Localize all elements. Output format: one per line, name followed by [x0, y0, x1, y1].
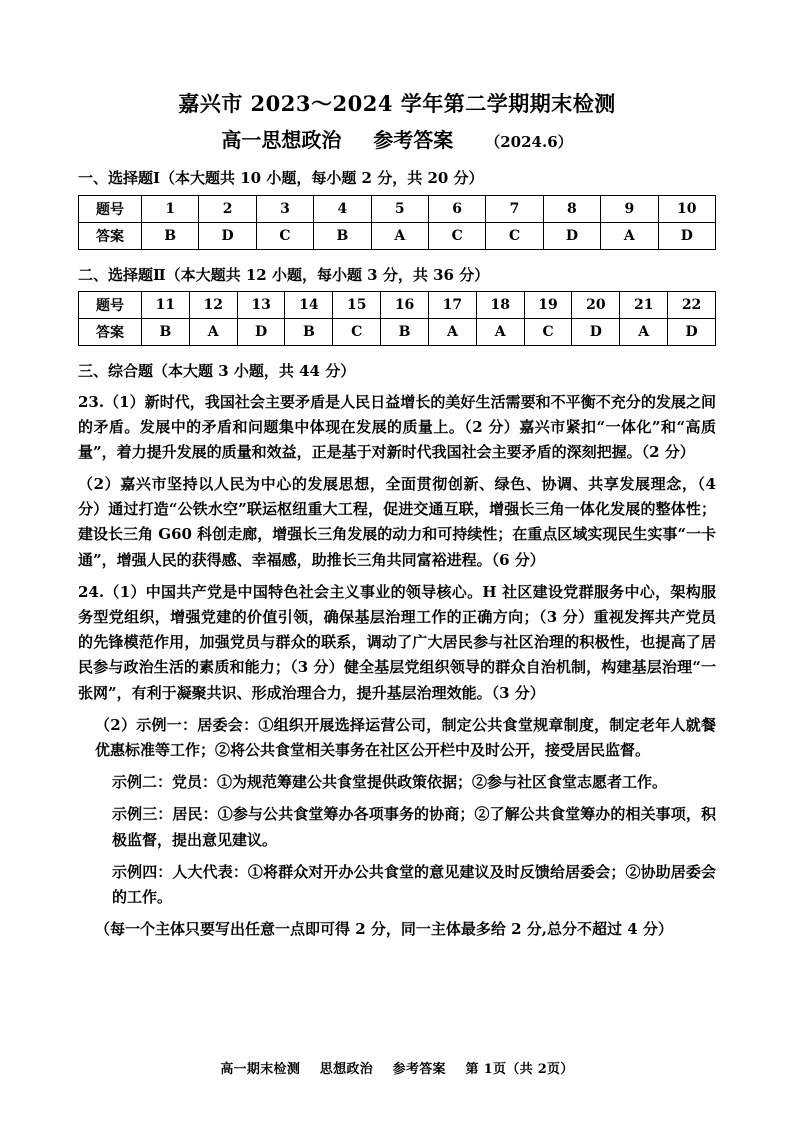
table-row [79, 222, 716, 249]
question-number-cell: 12 [189, 292, 237, 319]
answer-table-section-1 [78, 195, 716, 250]
answer-cell: D [199, 222, 256, 249]
answer-23-part-2: （2）嘉兴市坚持以人民为中心的发展思想，全面贯彻创新、绿色、协调、共享发展理念，（4 分）通过打造“公铁水空”联运枢纽重大工程，促进交通互联，增强长三角一体化发展的整体性；建设长三角 G60 科创走廊，增强长三角发展的动力和可持续性；在重点区域实现民生实事“一卡通”，增强人民的获得感、幸福感，助推长三角共同富裕进程。（6 分） [78, 475, 716, 569]
question-number-cell: 22 [668, 292, 716, 319]
question-number-cell: 15 [333, 292, 381, 319]
answer-cell: A [601, 222, 658, 249]
question-number-cell: 6 [428, 195, 485, 222]
question-number-cell: 13 [237, 292, 285, 319]
question-number-cell: 20 [572, 292, 620, 319]
page-title: 嘉兴市 2023～2024 学年第二学期期末检测 [178, 91, 616, 116]
answer-cell: C [524, 319, 572, 346]
answer-24-example-4: 示例四：人大代表：①将群众对开办公共食堂的意见建议及时反馈给居委会；②协助居委会的工作。 [112, 862, 716, 906]
question-number-cell: 7 [486, 195, 543, 222]
answer-cell: B [285, 319, 333, 346]
footer-subject: 思想政治 [319, 1062, 373, 1077]
question-number-cell: 9 [601, 195, 658, 222]
question-number-cell: 10 [658, 195, 715, 222]
answer-table-section-2 [78, 291, 716, 346]
answer-cell: A [476, 319, 524, 346]
question-number-cell: 21 [620, 292, 668, 319]
answer-24-scoring-note: （每一个主体只要写出任意一点即可得 2 分，同一主体最多给 2 分,总分不超过 4 分） [95, 920, 673, 939]
question-number-cell: 4 [314, 195, 371, 222]
row-header-number: 题号 [79, 195, 142, 222]
table-row [79, 195, 716, 222]
row-header-number: 题号 [79, 292, 142, 319]
answer-cell: C [486, 222, 543, 249]
question-number-cell: 1 [142, 195, 199, 222]
answer-23-part-1: 23.（1）新时代，我国社会主要矛盾是人民日益增长的美好生活需要和不平衡不充分的发展之间的矛盾。发展中的矛盾和问题集中体现在发展的质量上。（2 分）嘉兴市紧扣“一体化”和“高质量”，着力提升发展的质量和效益，正是基于对新时代我国社会主要矛盾的深刻把握。（2 分） [78, 392, 716, 461]
question-number-cell: 16 [381, 292, 429, 319]
page-subtitle [78, 124, 716, 153]
question-number-cell: 5 [371, 195, 428, 222]
answer-cell: D [572, 319, 620, 346]
subject-label: 高一思想政治 [221, 128, 342, 152]
question-number-cell: 8 [543, 195, 600, 222]
answer-cell: B [142, 319, 190, 346]
table-row [79, 292, 716, 319]
answer-cell: D [658, 222, 715, 249]
answer-key-label: 参考答案 [373, 128, 454, 152]
question-number-cell: 11 [142, 292, 190, 319]
question-number-cell: 2 [199, 195, 256, 222]
question-number-cell: 19 [524, 292, 572, 319]
footer-doc-type: 参考答案 [392, 1062, 446, 1077]
question-number-cell: 14 [285, 292, 333, 319]
answer-cell: A [189, 319, 237, 346]
page-footer [0, 1058, 794, 1077]
answer-24-part-2: （2）示例一：居委会：①组织开展选择运营公司，制定公共食堂规章制度，制定老年人就餐优惠标准等工作；②将公共食堂相关事务在社区公开栏中及时公开，接受居民监督。 [95, 715, 716, 759]
answer-cell: B [381, 319, 429, 346]
footer-exam-name: 高一期末检测 [220, 1062, 301, 1077]
answer-cell: C [333, 319, 381, 346]
section-2-heading: 二、选择题Ⅱ（本大题共 12 小题，每小题 3 分，共 36 分） [78, 265, 490, 284]
question-number-cell: 3 [256, 195, 313, 222]
question-number-cell: 17 [428, 292, 476, 319]
answer-cell: A [371, 222, 428, 249]
answer-cell: B [142, 222, 199, 249]
section-1-heading: 一、选择题Ⅰ（本大题共 10 小题，每小题 2 分，共 20 分） [78, 169, 484, 187]
answer-24-example-2: 示例二：党员：①为规范筹建公共食堂提供政策依据；②参与社区食堂志愿者工作。 [112, 773, 668, 792]
answer-cell: A [620, 319, 668, 346]
exam-date: （2024.6） [485, 133, 573, 151]
table-row [79, 319, 716, 346]
footer-page-number: 第 1页（共 2页） [465, 1062, 574, 1077]
answer-cell: D [543, 222, 600, 249]
row-header-answer: 答案 [79, 319, 142, 346]
answer-cell: D [668, 319, 716, 346]
answer-24-part-1: 24.（1）中国共产党是中国特色社会主义事业的领导核心。H 社区建设党群服务中心，架构服务型党组织，增强党建的价值引领，确保基层治理工作的正确方向；（3 分）重视发挥共产党员的先锋模范作用，加强党员与群众的联系，调动了广大居民参与社区治理的积极性，也提高了居民参与政治生活的素质和能力；（3 分）健全基层党组织领导的群众自治机制，构建基层治理“一张网”，有利于凝聚共识、形成治理合力，提升基层治理效能。（3 分） [78, 582, 716, 702]
answer-24-example-3: 示例三：居民：①参与公共食堂筹办各项事务的协商；②了解公共食堂筹办的相关事项，积极监督，提出意见建议。 [112, 805, 716, 849]
row-header-answer: 答案 [79, 222, 142, 249]
section-3-heading: 三、综合题（本大题 3 小题，共 44 分） [78, 362, 356, 380]
answer-cell: D [237, 319, 285, 346]
answer-cell: C [256, 222, 313, 249]
answer-cell: C [428, 222, 485, 249]
answer-cell: A [428, 319, 476, 346]
question-number-cell: 18 [476, 292, 524, 319]
answer-cell: B [314, 222, 371, 249]
